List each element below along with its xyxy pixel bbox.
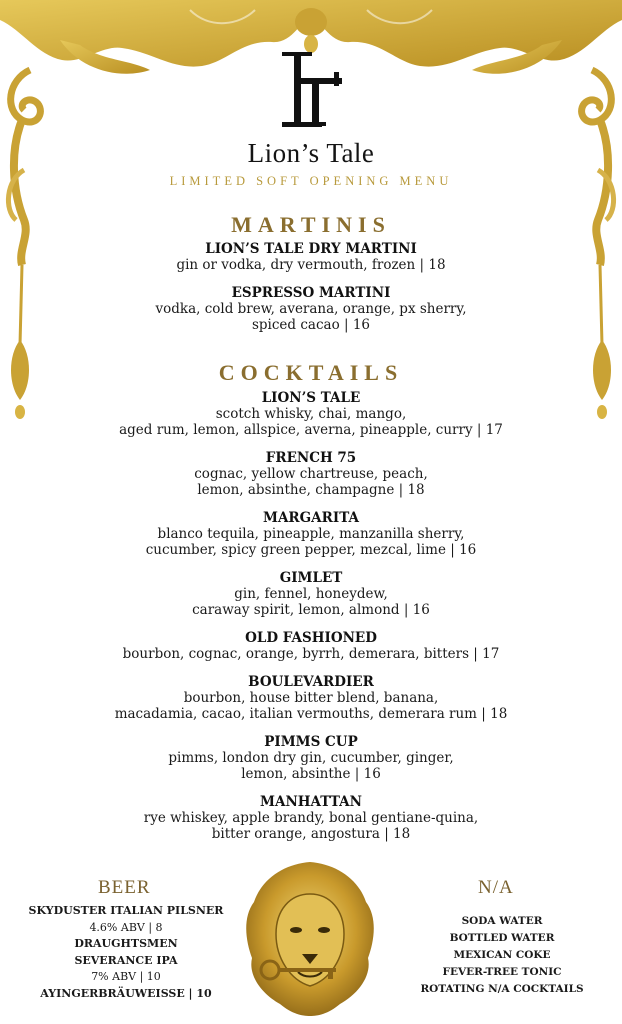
item-name: LION’S TALE [261,390,361,406]
brand-name: Lion’s Tale [247,138,375,168]
item-description: rye whiskey, apple brandy, bonal gentiane-quina, bitter orange, angostura | 18 [143,810,479,842]
menu-item [0,390,622,438]
beer-line: SEVERANCE IPA [74,953,178,967]
menu-item [0,241,622,273]
item-description: gin or vodka, dry vermouth, frozen | 18 [176,257,446,273]
na-item: BOTTLED WATER [449,932,555,944]
section-title-cocktails: COCKTAILS [218,360,404,385]
item-description: cognac, yellow chartreuse, peach, lemon, absinthe, champagne | 18 [194,466,428,498]
na-item: FEVER-TREE TONIC [442,966,562,978]
menu-item [0,674,622,722]
item-name: OLD FASHIONED [245,630,377,646]
na-list [402,913,602,998]
item-name: MARGARITA [263,510,359,526]
item-description: vodka, cold brew, averana, orange, px sherry, spiced cacao | 16 [155,301,467,333]
cocktail-list [0,390,622,854]
section-title-na: N/A [478,877,514,898]
item-description: blanco tequila, pineapple, manzanilla sherry, cucumber, spicy green pepper, mezcal, lime | 16 [145,526,477,558]
item-name: LION’S TALE DRY MARTINI [205,241,417,257]
item-description: scotch whisky, chai, mango, aged rum, lemon, allspice, averna, pineapple, curry | 17 [119,406,503,438]
menu-item [0,734,622,782]
menu-item [0,450,622,498]
menu-item [0,285,622,333]
beer-line: AYINGERBRÄUWEISSE | 10 [40,986,212,1000]
beer-line: 7% ABV | 10 [91,970,161,983]
na-item: SODA WATER [461,915,543,927]
na-item: ROTATING N/A COCKTAILS [420,983,584,995]
item-description: pimms, london dry gin, cucumber, ginger, lemon, absinthe | 16 [168,750,454,782]
item-description: gin, fennel, honeydew, caraway spirit, lemon, almond | 16 [192,586,430,618]
menu-subtitle: LIMITED SOFT OPENING MENU [169,174,453,188]
beer-line: SKYDUSTER ITALIAN PILSNER [28,904,224,917]
item-name: PIMMS CUP [264,734,358,750]
menu-item [0,510,622,558]
lt-monogram-logo-icon [276,48,346,130]
menu-item [0,794,622,842]
na-item: MEXICAN COKE [453,949,551,961]
beer-list [16,903,236,1002]
item-name: FRENCH 75 [265,450,357,466]
item-name: ESPRESSO MARTINI [231,285,391,301]
item-name: MANHATTAN [260,794,362,810]
martini-list [0,241,622,345]
section-title-martinis: MARTINIS [231,212,391,237]
menu-item [0,630,622,662]
lion-emblem-icon [240,858,380,1018]
item-description: bourbon, cognac, orange, byrrh, demerara, bitters | 17 [122,646,500,662]
beer-line: DRAUGHTSMEN [74,937,178,950]
section-title-beer: BEER [98,877,151,898]
item-name: BOULEVARDIER [248,674,374,690]
item-name: GIMLET [279,570,343,586]
beer-line: 4.6% ABV | 8 [89,920,163,934]
item-description: bourbon, house bitter blend, banana, macadamia, cacao, italian vermouths, demerara rum | 18 [114,690,508,722]
menu-item [0,570,622,618]
